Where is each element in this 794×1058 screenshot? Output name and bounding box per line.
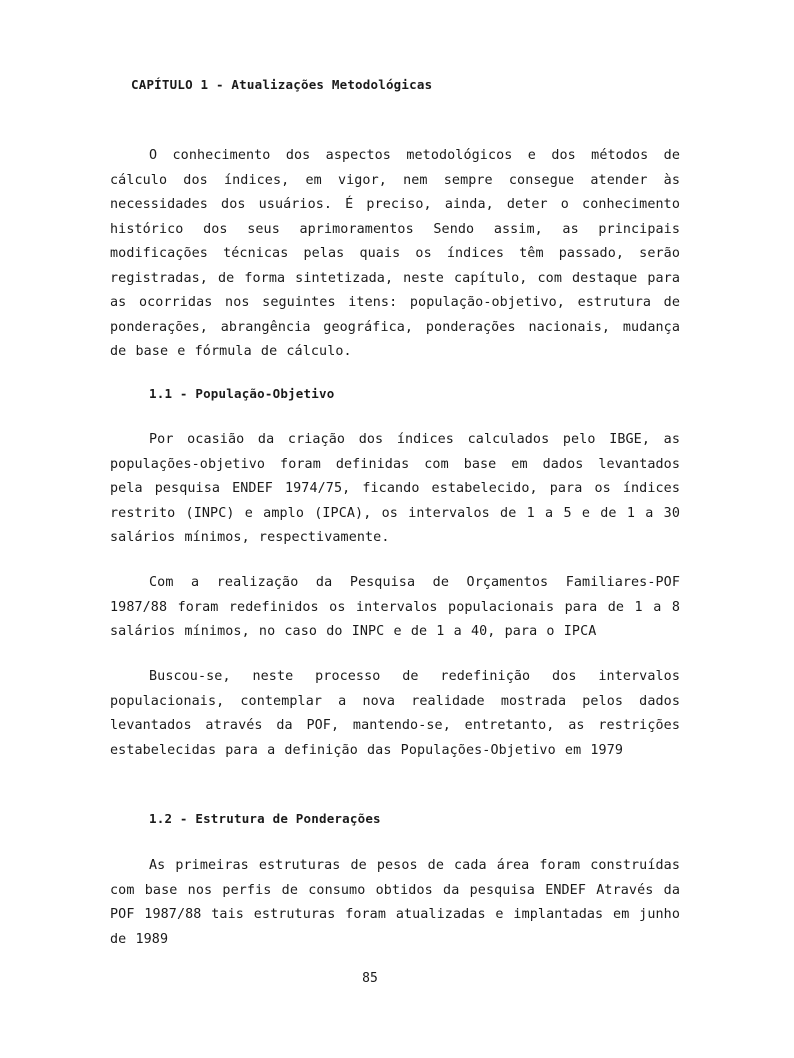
section-heading-estrutura-ponderacoes: 1.2 - Estrutura de Ponderações <box>149 811 381 826</box>
paragraph-populacao-2: Com a realização da Pesquisa de Orçamentos Familiares-POF 1987/88 foram redefinidos os intervalos populacionais para de 1 a 8 salários mínimos, no caso do INPC e de 1 a 40, para o IPCA <box>110 575 680 639</box>
intro-paragraph: O conhecimento dos aspectos metodológicos e dos métodos de cálculo dos índices, em vigor, nem sempre consegue atender às necessidades dos usuários. É preciso, ainda, deter o conhecimento histórico dos seus aprimoramentos Sendo assim, as principais modificações técnicas pelas quais os índices têm passado, serão registradas, de forma sintetizada, neste capítulo, com destaque para as ocorridas nos seguintes itens: população-objetivo, estrutura de ponderações, abrangência geográfica, ponderações nacionais, mudança de base e fórmula de cálculo. <box>110 148 680 359</box>
paragraph-populacao-1: Por ocasião da criação dos índices calculados pelo IBGE, as populações-objetivo foram definidas com base em dados levantados pela pesquisa ENDEF 1974/75, ficando estabelecido, para os índices restrito (INPC) e amplo (IPCA), os intervalos de 1 a 5 e de 1 a 30 salários mínimos, respectivamente. <box>110 432 680 545</box>
page-number: 85 <box>362 971 378 986</box>
chapter-title: CAPÍTULO 1 - Atualizações Metodológicas <box>131 77 433 92</box>
paragraph-populacao-3: Buscou-se, neste processo de redefinição dos intervalos populacionais, contemplar a nova realidade mostrada pelos dados levantados através da POF, mantendo-se, entretanto, as restrições estabelecidas para a definição das Populações-Objetivo em 1979 <box>110 669 680 758</box>
section-heading-populacao-objetivo: 1.1 - População-Objetivo <box>149 386 335 401</box>
paragraph-ponderacoes-1: As primeiras estruturas de pesos de cada área foram construídas com base nos perfis de consumo obtidos da pesquisa ENDEF Através da POF 1987/88 tais estruturas foram atualizadas e implantadas em junho de 1989 <box>110 858 680 947</box>
